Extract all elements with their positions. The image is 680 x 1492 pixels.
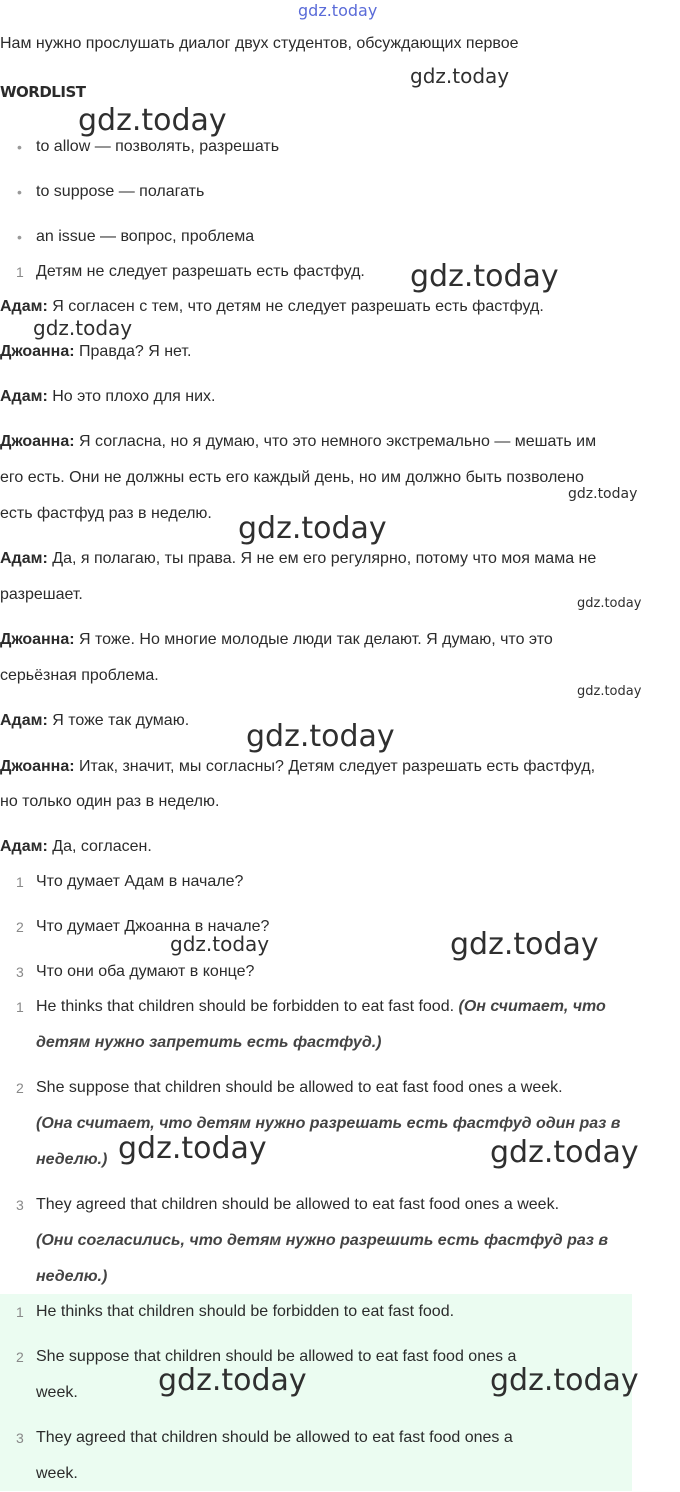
dialog-line: Джоанна: Я тоже. Но многие молодые люди так делают. Я думаю, что это (0, 631, 553, 648)
wordlist-item: an issue — вопрос, проблема (36, 228, 255, 245)
speaker-name: Джоанна (0, 631, 70, 648)
dialog-line-cont: разрешает. (0, 586, 83, 603)
speaker-name: Адам (0, 298, 43, 315)
speaker-name: Джоанна (0, 758, 70, 775)
answer-translation: детям нужно запретить есть фастфуд.) (36, 1034, 382, 1051)
final-answer-number: 1 (16, 1304, 24, 1320)
watermark: gdz.today (577, 596, 642, 611)
final-answer-text: She suppose that children should be allowed to eat fast food ones a (36, 1348, 517, 1365)
question-text: Что думает Адам в начале? (36, 873, 244, 890)
dialog-line: Адам: Я тоже так думаю. (0, 712, 190, 729)
speaker-name: Адам (0, 550, 43, 567)
watermark: gdz.today (158, 1363, 307, 1398)
dialog-line: Джоанна: Я согласна, но я думаю, что это немного экстремально — мешать им (0, 433, 597, 450)
bullet: • (17, 184, 22, 200)
watermark: gdz.today (170, 932, 270, 956)
speaker-name: Адам (0, 712, 43, 729)
intro-text: Нам нужно прослушать диалог двух студентов, обсуждающих первое (0, 35, 519, 52)
watermark: gdz.today (450, 927, 599, 962)
watermark: gdz.today (490, 1135, 639, 1170)
answer-number: 1 (16, 999, 24, 1015)
answer-translation: неделю.) (36, 1151, 108, 1168)
watermark: gdz.today (568, 486, 638, 502)
watermark: gdz.today (490, 1363, 639, 1398)
statement-text: Детям не следует разрешать есть фастфуд. (36, 263, 365, 280)
watermark: gdz.today (410, 64, 510, 88)
statement-number: 1 (16, 264, 24, 280)
answer-number: 2 (16, 1080, 24, 1096)
dialog-line-cont: есть фастфуд раз в неделю. (0, 505, 212, 522)
answer-number: 3 (16, 1197, 24, 1213)
watermark: gdz.today (298, 1, 378, 20)
final-answer-text: week. (36, 1384, 78, 1401)
dialog-line: Адам: Да, согласен. (0, 838, 152, 855)
speaker-name: Джоанна (0, 343, 70, 360)
bullet: • (17, 229, 22, 245)
question-text: Что они оба думают в конце? (36, 963, 255, 980)
watermark: gdz.today (577, 684, 642, 699)
watermark: gdz.today (118, 1131, 267, 1166)
answer-english: They agreed that children should be allowed to eat fast food ones a week. (36, 1196, 560, 1213)
watermark: gdz.today (33, 316, 133, 340)
dialog-line: Джоанна: Итак, значит, мы согласны? Детям следует разрешать есть фастфуд, (0, 758, 596, 775)
watermark: gdz.today (238, 511, 387, 546)
watermark: gdz.today (78, 103, 227, 138)
dialog-line-cont: но только один раз в неделю. (0, 793, 220, 810)
final-answer-text: He thinks that children should be forbidden to eat fast food. (36, 1303, 455, 1320)
answer-english: He thinks that children should be forbidden to eat fast food. (36, 998, 455, 1015)
final-answer-text: week. (36, 1465, 78, 1482)
speaker-name: Адам (0, 388, 43, 405)
final-answer-number: 3 (16, 1430, 24, 1446)
dialog-line-cont: его есть. Они не должны есть его каждый день, но им должно быть позволено (0, 469, 584, 486)
dialog-line: Адам: Да, я полагаю, ты права. Я не ем его регулярно, потому что моя мама не (0, 550, 597, 567)
question-number: 3 (16, 964, 24, 980)
watermark: gdz.today (410, 259, 559, 294)
dialog-line: Джоанна: Правда? Я нет. (0, 343, 192, 360)
dialog-line-cont: серьёзная проблема. (0, 667, 159, 684)
question-number: 2 (16, 919, 24, 935)
answer-line (36, 989, 606, 1025)
dialog-line: Адам: Я согласен с тем, что детям не следует разрешать есть фастфуд. (0, 298, 544, 315)
answer-translation: (Они согласились, что детям нужно разрешить есть фастфуд раз в (36, 1232, 609, 1249)
wordlist-item: to suppose — полагать (36, 183, 205, 200)
question-text: Что думает Джоанна в начале? (36, 918, 270, 935)
answer-translation: неделю.) (36, 1268, 108, 1285)
answer-translation: (Он считает, что (458, 998, 606, 1015)
speaker-name: Джоанна (0, 433, 70, 450)
question-number: 1 (16, 874, 24, 890)
answer-translation: (Она считает, что детям нужно разрешать есть фастфуд один раз в (36, 1115, 621, 1132)
watermark: gdz.today (246, 719, 395, 754)
dialog-line: Адам: Но это плохо для них. (0, 388, 216, 405)
final-answer-number: 2 (16, 1349, 24, 1365)
wordlist-item: to allow — позволять, разрешать (36, 138, 280, 155)
wordlist-title: WORDLIST (0, 83, 86, 101)
final-answer-text: They agreed that children should be allowed to eat fast food ones a (36, 1429, 513, 1446)
bullet: • (17, 139, 22, 155)
speaker-name: Адам (0, 838, 43, 855)
answer-english: She suppose that children should be allowed to eat fast food ones a week. (36, 1079, 563, 1096)
